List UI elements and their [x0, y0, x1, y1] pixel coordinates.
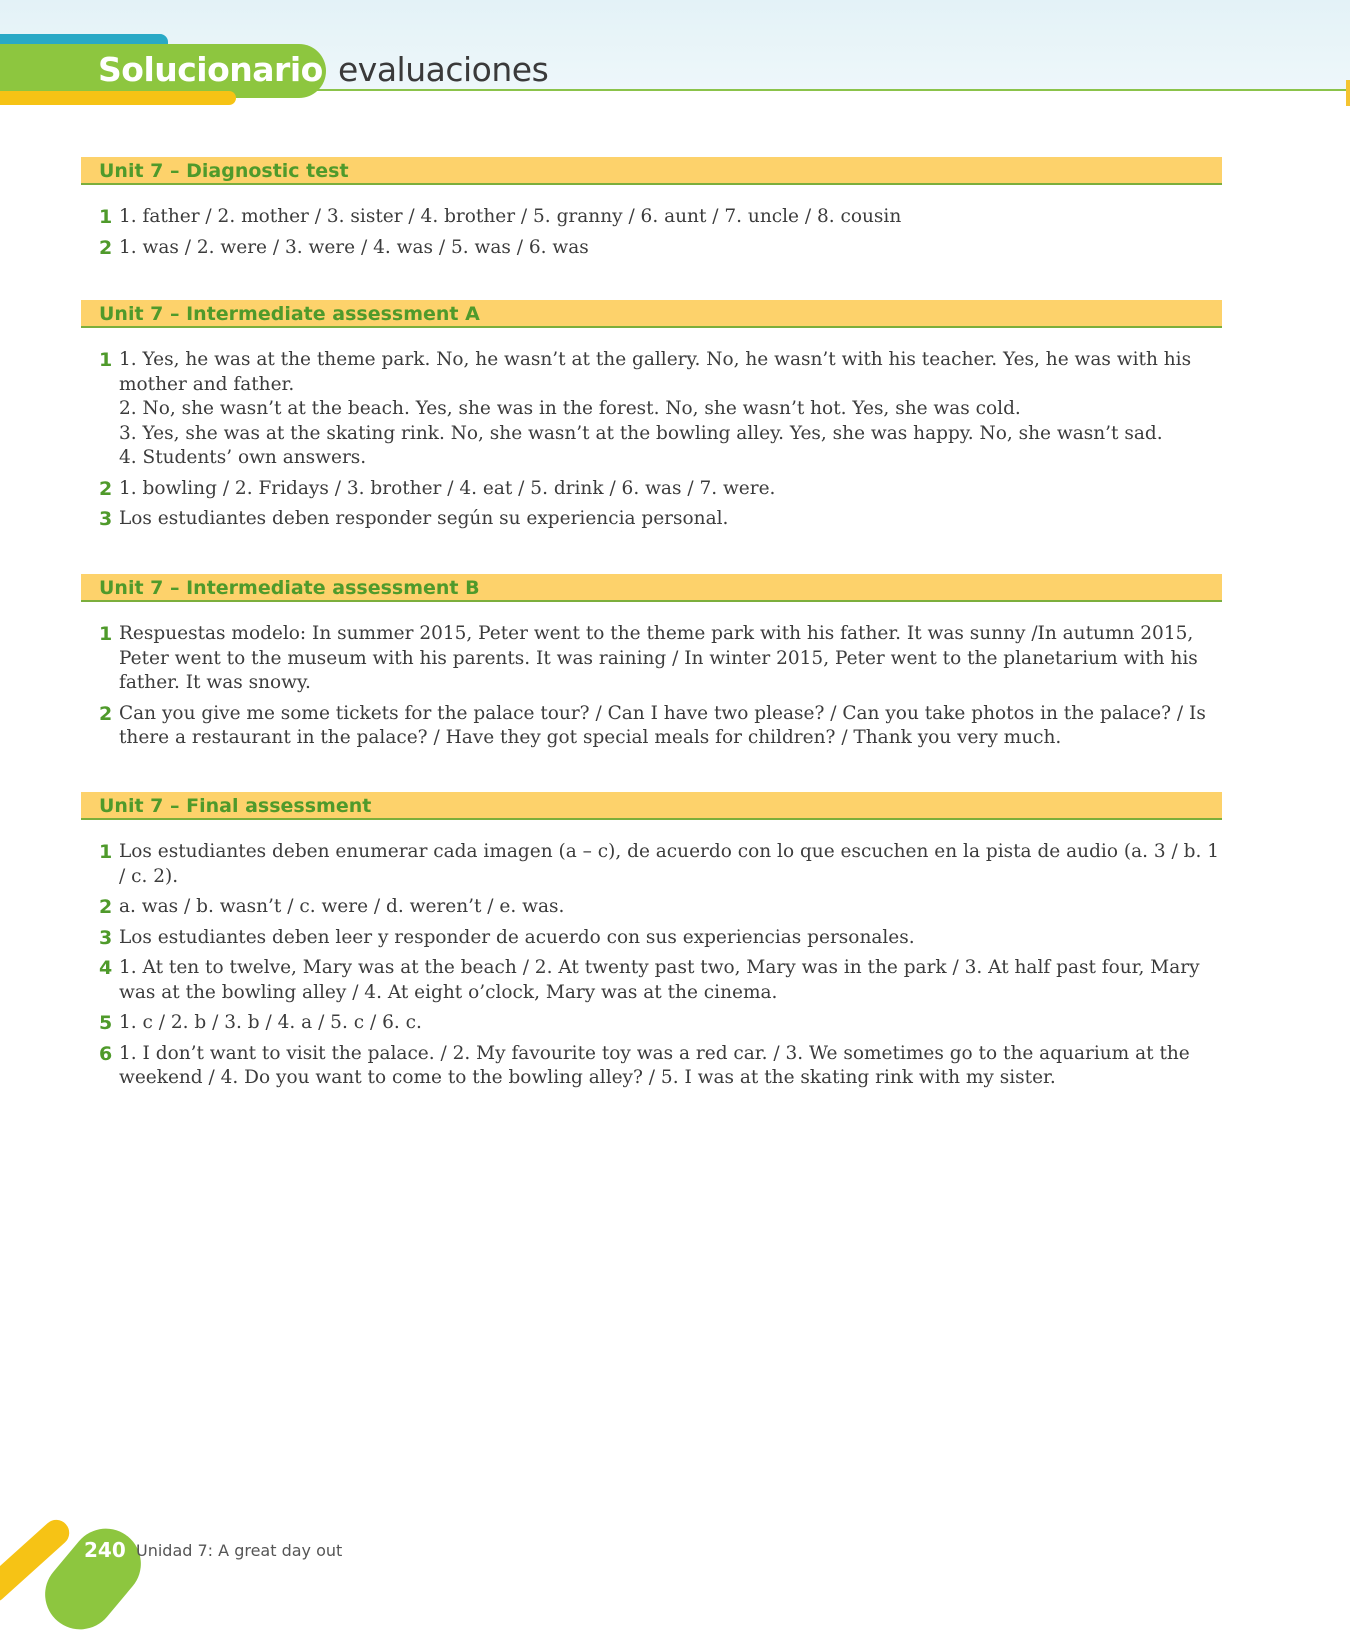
- answer-text: 1. At ten to twelve, Mary was at the beach / 2. At twenty past two, Mary was in the park / 3. At half past four, Mary was at the bowling alley / 4. At eight o’clock, Mary was at the cinema.: [119, 957, 1200, 1003]
- answer-item: [99, 1011, 1219, 1036]
- answer-text: Los estudiantes deben enumerar cada imagen (a – c), de acuerdo con lo que escuchen en la pista de audio (a. 3 / b. 1 / c. 2).: [119, 841, 1220, 887]
- answer-text: 1. father / 2. mother / 3. sister / 4. brother / 5. granny / 6. aunt / 7. uncle / 8. cousin: [119, 206, 902, 227]
- answer-number: 6: [99, 1042, 113, 1065]
- answer-item: [99, 236, 1219, 261]
- answer-item: [99, 926, 1219, 951]
- section-heading: [81, 574, 1222, 602]
- answer-list: [99, 205, 1219, 266]
- answer-text: Respuestas modelo: In summer 2015, Peter went to the theme park with his father. It was sunny /In autumn 2015, Peter went to the museum with his parents. It was raining / In winter 2015, Peter went to the planetarium with his father. It was snowy.: [119, 623, 1198, 693]
- answer-text: 1. was / 2. were / 3. were / 4. was / 5. was / 6. was: [119, 236, 589, 258]
- answer-number: 1: [99, 841, 113, 863]
- page-number: 240: [84, 1538, 126, 1562]
- answer-text: Los estudiantes deben leer y responder de acuerdo con sus experiencias personales.: [119, 926, 915, 948]
- answer-item: [99, 1042, 1219, 1091]
- answer-number: 2: [99, 236, 113, 259]
- page-title: Solucionario: [98, 50, 323, 89]
- answer-number: 3: [99, 926, 113, 949]
- answer-number: 2: [99, 702, 113, 725]
- answer-item: [99, 840, 1219, 889]
- answer-text: 1. Yes, he was at the theme park. No, he wasn’t at the gallery. No, he wasn’t with his teacher. Yes, he was with his mother and father.: [119, 349, 1192, 395]
- answer-item: [99, 348, 1219, 471]
- header-accent: [1346, 80, 1350, 106]
- answer-number: 1: [99, 206, 113, 228]
- answer-item: [99, 702, 1219, 751]
- answer-item: [99, 622, 1219, 696]
- section-title: Unit 7 – Intermediate assessment A: [99, 303, 480, 325]
- section-heading: [81, 157, 1222, 185]
- answer-number: 1: [99, 623, 113, 645]
- section-heading: [81, 792, 1222, 820]
- answer-number: 2: [99, 896, 113, 918]
- answer-text: 2. No, she wasn’t at the beach. Yes, she was in the forest. No, she wasn’t hot. Yes, she was cold.: [119, 398, 1021, 419]
- answer-text: Can you give me some tickets for the palace tour? / Can I have two please? / Can you take photos in the palace? / Is there a restaurant in the palace? / Have they got special meals for children? / Thank you very much.: [119, 702, 1206, 748]
- answer-item: [99, 507, 1219, 532]
- page-subtitle: evaluaciones: [338, 50, 549, 89]
- answer-list: [99, 348, 1219, 538]
- footer-unit-label: Unidad 7: A great day out: [136, 1541, 343, 1560]
- answer-text: 4. Students’ own answers.: [119, 447, 367, 468]
- answer-number: 5: [99, 1012, 113, 1034]
- answer-item: [99, 477, 1219, 502]
- answer-number: 2: [99, 477, 113, 500]
- answer-number: 1: [99, 349, 113, 371]
- header-stripe-yellow: [0, 91, 236, 105]
- answer-item: [99, 895, 1219, 920]
- answer-text: 1. bowling / 2. Fridays / 3. brother / 4. eat / 5. drink / 6. was / 7. were.: [119, 477, 776, 499]
- section-title: Unit 7 – Final assessment: [99, 795, 372, 817]
- answer-text: 3. Yes, she was at the skating rink. No, she wasn’t at the bowling alley. Yes, she was happy. No, she wasn’t sad.: [119, 422, 1163, 444]
- answer-list: [99, 622, 1219, 757]
- section-heading: [81, 300, 1222, 328]
- section-title: Unit 7 – Diagnostic test: [99, 160, 349, 182]
- answer-item: [99, 956, 1219, 1005]
- section-title: Unit 7 – Intermediate assessment B: [99, 577, 480, 599]
- answer-text: a. was / b. wasn’t / c. were / d. weren’t / e. was.: [119, 896, 565, 917]
- answer-item: [99, 205, 1219, 230]
- answer-text: 1. I don’t want to visit the palace. / 2. My favourite toy was a red car. / 3. We sometimes go to the aquarium at the weekend / 4. Do you want to come to the bowling alley? / 5. I was at the skating rink with my sister.: [119, 1042, 1190, 1088]
- answer-number: 3: [99, 508, 113, 530]
- answer-number: 4: [99, 957, 113, 979]
- answer-list: [99, 840, 1219, 1097]
- answer-text: 1. c / 2. b / 3. b / 4. a / 5. c / 6. c.: [119, 1012, 422, 1033]
- answer-text: Los estudiantes deben responder según su experiencia personal.: [119, 508, 729, 529]
